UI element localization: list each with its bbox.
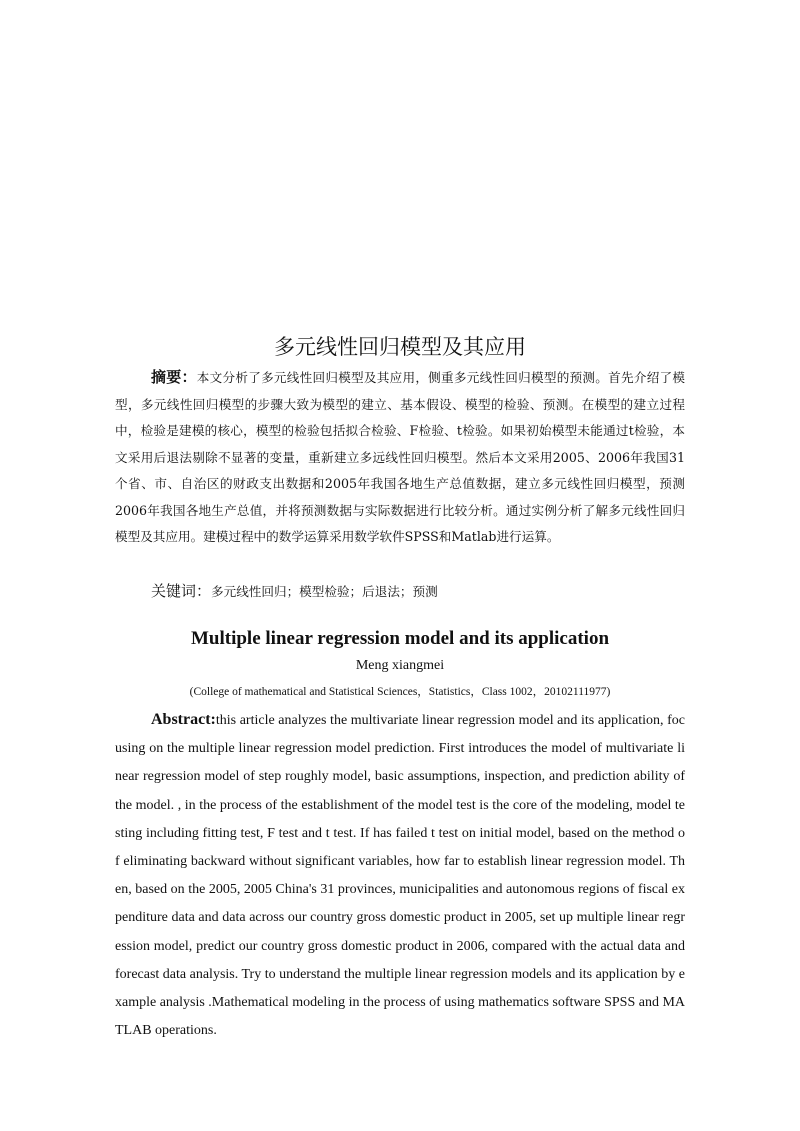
english-abstract-label: Abstract: <box>151 711 216 728</box>
author-affiliation: (College of mathematical and Statistical Sciences，Statistics，Class 1002，20102111977) <box>189 686 611 698</box>
english-title: Multiple linear regression model and its application <box>190 628 610 649</box>
chinese-title: 多元线性回归模型及其应用 <box>274 335 526 359</box>
chinese-abstract <box>115 364 685 551</box>
chinese-keywords-text: 多元线性回归；模型检验；后退法；预测 <box>211 584 438 599</box>
english-abstract-text: this article analyzes the multivariate linear regression model and its application, focusing on the multiple linear regression model prediction. First introduces the model of multivariate linear regression model of step roughly model, basic assumptions, inspection, and prediction ability of the model. , in the process of the establishment of the model test is the core of the modeling, model testing including fitting test, F test and t test. If has failed t test on initial model, based on the method of eliminating backward without significant variables, how far to establish linear regression model. Then, based on the 2005, 2005 China's 31 provinces, municipalities and autonomous regions of fiscal expenditure data and data across our country gross domestic product in 2005, set up multiple linear regression model, predict our country gross domestic product in 2006, compared with the actual data and forecast data analysis. Try to understand the multiple linear regression models and its application by example analysis .Mathematical modeling in the process of using mathematics software SPSS and MATLAB operations. <box>115 713 686 1039</box>
chinese-keywords-label: 关键词： <box>151 582 212 600</box>
chinese-keywords <box>115 578 685 605</box>
author-name: Meng xiangmei <box>355 658 445 673</box>
english-abstract <box>115 706 685 1045</box>
chinese-abstract-label: 摘要： <box>151 368 197 386</box>
chinese-abstract-text: 本文分析了多元线性回归模型及其应用，侧重多元线性回归模型的预测。首先介绍了模型，多元线性回归模型的步骤大致为模型的建立、基本假设、模型的检验、预测。在模型的建立过程中，检验是建模的核心，模型的检验包括拟合检验、F检验、t检验。如果初始模型未能通过t检验，本文采用后退法剔除不显著的变量，重新建立多远线性回归模型。然后本文采用2005、2006年我国31个省、市、自治区的财政支出数据和2005年我国各地生产总值数据，建立多元线性回归模型，预测2006年我国各地生产总值，并将预测数据与实际数据进行比较分析。通过实例分析了解多元线性回归模型及其应用。建模过程中的数学运算采用数学软件SPSS和Matlab进行运算。 <box>115 370 685 544</box>
